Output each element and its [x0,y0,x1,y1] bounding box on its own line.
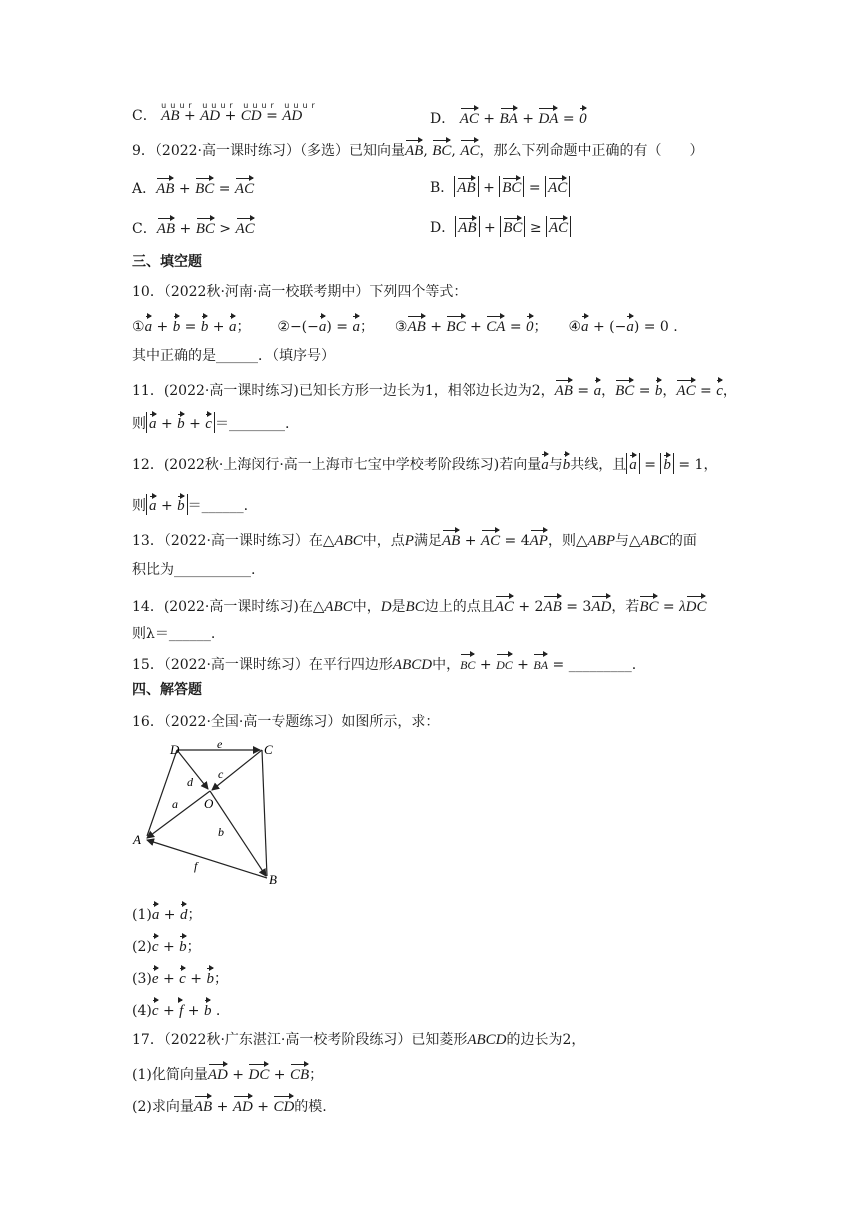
point-label: C [264,742,273,757]
edge-da [147,750,177,836]
point-label: A [133,832,141,847]
q13-line2: 积比为___________. [132,562,256,578]
q16-vector-figure [130,738,300,890]
q12-stem: 12．(2022秋·上海闵行·高一上海市七宝中学校考阶段练习)若向量a与b共线，且 a = b = 1， [132,452,717,475]
q12-question: 则 a + b ＝______. [132,494,248,516]
point-label: D [170,742,180,757]
q17-part-2: (2)求向量AB + AD + CD的模. [132,1094,327,1117]
q11-stem: 11．(2022·高一课时练习)已知长方形一边长为1，相邻边长边为2，AB = a，BC = b，AC = c， [132,378,737,401]
vector-label: d [187,775,193,789]
q17-stem: 17．（2022秋·广东湛江·高一校考阶段练习）已知菱形ABCD的边长为2， [132,1032,586,1048]
q9-option-b: B． AB + BC = AC [430,176,570,198]
vector-label: b [218,825,224,839]
q13-stem: 13．（2022·高一课时练习）在△ABC中，点P满足AB + AC = 4AP，则△ABP与△ABC的面 [132,528,697,551]
q16-part-4: (4)c + f + b . [132,998,220,1021]
vector-label: e [217,738,223,751]
q10-stem: 10．（2022秋·河南·高一校联考期中）下列四个等式： [132,284,468,300]
q10-answer-line: 其中正确的是______．（填序号） [132,348,335,364]
section-answer-title: 四、解答题 [132,682,202,698]
q16-part-1: (1)a + d； [132,902,201,925]
section-fill-in-title: 三、填空题 [132,254,202,270]
q11-question: 则 a + b + c ＝________. [132,412,289,434]
vector-label: f [194,859,198,873]
point-label: B [269,872,277,887]
q9-option-c: C．AB + BC > AC [132,216,255,239]
vector-a-arrow [147,791,210,838]
vector-label: c [218,767,224,781]
q9-option-a: A．AB + BC = AC [132,176,254,199]
q15-stem: 15．（2022·高一课时练习）在平行四边形ABCD中，BC + DC + BA = _________. [132,652,636,675]
point-label: O [204,796,214,811]
q8-c-expression: uuur uuur uuur uuur AB + AD + CD = AD [161,106,302,126]
q8-option-d: D． AC + BA + DA = 0 [430,106,587,129]
q8-c-artifact-mark: uuur uuur uuur uuur [161,101,319,110]
vector-f-arrow [147,840,267,878]
q10-equations: ①a + b = b + a； ②−(−a) = a； ③AB + BC + CA = 0； ④a + (−a) = 0 . [132,314,678,337]
q17-part-1: (1)化简向量AD + DC + CB； [132,1062,323,1085]
q14-stem: 14．(2022·高一课时练习)在△ABC中，D是BC边上的点且AC + 2AB = 3AD，若BC = λDC [132,594,706,617]
q8-option-c: C． uuur uuur uuur uuur AB + AD + CD = AD [132,106,302,126]
q16-stem: 16．（2022·全国·高一专题练习）如图所示，求： [132,714,440,730]
q9-option-d: D． AB + BC ≥ AC [430,216,571,238]
vector-label: a [172,797,178,811]
q16-part-3: (3)e + c + b； [132,966,228,989]
q16-part-2: (2)c + b； [132,934,201,957]
edge-cb [262,750,267,876]
q9-stem: 9．（2022·高一课时练习）（多选）已知向量AB, BC, AC，那么下列命题中正确的有（ ） [132,138,703,161]
q14-line2: 则λ＝______. [132,626,216,642]
